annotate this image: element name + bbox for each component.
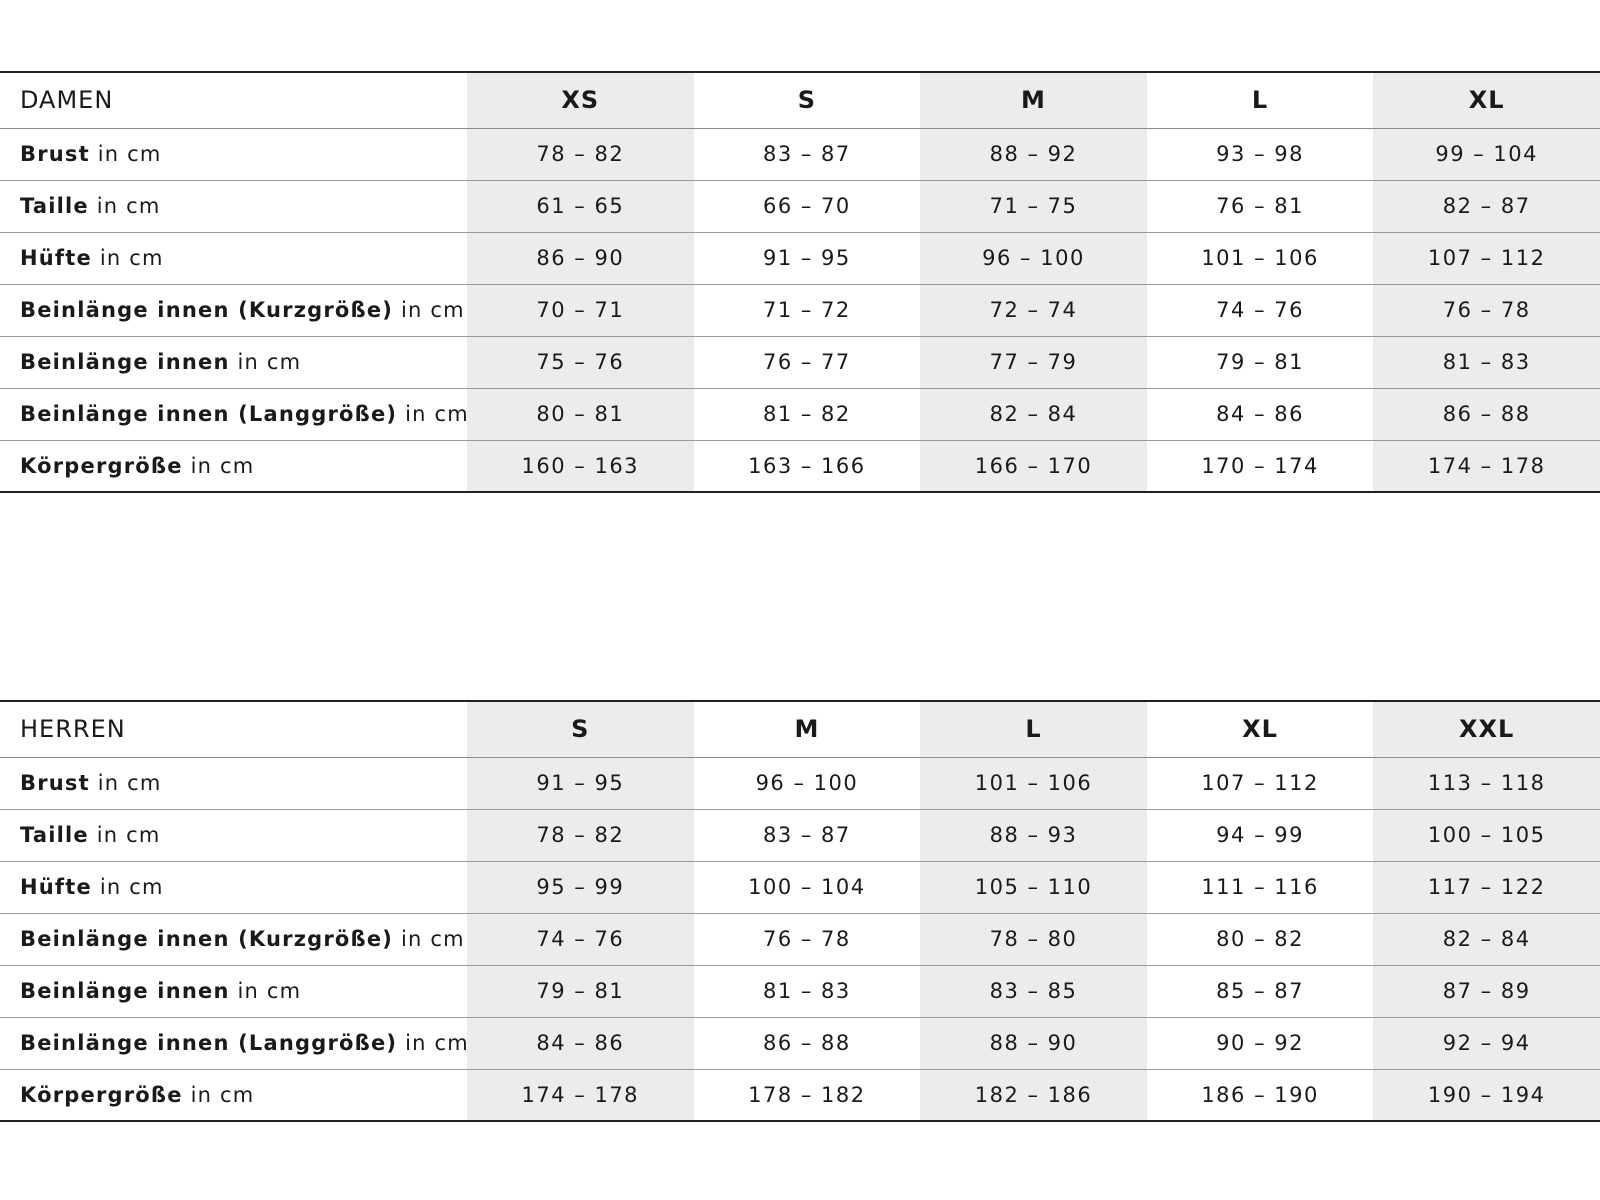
size-value: 96 – 100 (920, 232, 1147, 284)
table-row (0, 1017, 1600, 1069)
size-value: 95 – 99 (467, 861, 694, 913)
herren-size-table (0, 700, 1600, 1122)
measure-unit: in cm (99, 875, 164, 899)
size-value: 88 – 92 (989, 142, 1078, 166)
size-value: 101 – 106 (974, 771, 1093, 795)
size-value: 81 – 83 (1373, 336, 1600, 388)
size-value: 100 – 105 (1373, 809, 1600, 861)
damen-section-title: DAMEN (0, 72, 467, 128)
size-value: 82 – 84 (920, 388, 1147, 440)
table-row (0, 913, 1600, 965)
measure-name: Beinlänge innen (Langgröße) (20, 1031, 398, 1055)
size-value: 79 – 81 (1147, 336, 1374, 388)
measure-unit: in cm (190, 1082, 255, 1107)
size-value: 99 – 104 (1435, 142, 1539, 166)
table-row (0, 1069, 1600, 1121)
row-label (0, 180, 467, 232)
measure-name: Taille (20, 194, 89, 218)
size-value: 86 – 88 (1373, 388, 1600, 440)
herren-size-header: M (694, 701, 921, 757)
row-label (0, 757, 467, 809)
size-value: 82 – 84 (1373, 913, 1600, 965)
damen-size-table (0, 71, 1600, 493)
size-value: 78 – 80 (920, 913, 1147, 965)
size-value: 75 – 76 (467, 336, 694, 388)
damen-size-header: XS (467, 72, 694, 128)
measure-name: Beinlänge innen (Kurzgröße) (20, 927, 394, 951)
size-value: 81 – 83 (694, 965, 921, 1017)
table-row (0, 388, 1600, 440)
size-value: 72 – 74 (920, 284, 1147, 336)
row-label (0, 440, 467, 492)
size-value: 78 – 82 (536, 142, 625, 166)
size-value: 84 – 86 (467, 1017, 694, 1069)
size-value: 84 – 86 (1147, 388, 1374, 440)
measure-unit: in cm (401, 927, 465, 951)
measure-unit: in cm (99, 246, 164, 270)
measure-unit: in cm (405, 402, 469, 426)
table-row (0, 128, 1600, 180)
herren-section-title: HERREN (0, 701, 467, 757)
size-value: 76 – 78 (1373, 284, 1600, 336)
table-row (0, 757, 1600, 809)
size-value: 83 – 85 (920, 965, 1147, 1017)
row-label (0, 128, 467, 180)
size-value: 61 – 65 (467, 180, 694, 232)
table-row (0, 180, 1600, 232)
damen-size-header: XL (1373, 72, 1600, 128)
size-value: 101 – 106 (1147, 232, 1374, 284)
size-value: 113 – 118 (1427, 771, 1546, 795)
size-value: 85 – 87 (1147, 965, 1374, 1017)
row-label (0, 388, 467, 440)
size-value: 100 – 104 (694, 861, 921, 913)
row-label (0, 913, 467, 965)
row-label (0, 861, 467, 913)
size-value: 82 – 87 (1373, 180, 1600, 232)
size-value: 76 – 81 (1147, 180, 1374, 232)
size-value: 81 – 82 (694, 388, 921, 440)
herren-size-header: XXL (1373, 701, 1600, 757)
size-value: 107 – 112 (1373, 232, 1600, 284)
size-value: 96 – 100 (755, 771, 859, 795)
measure-unit: in cm (96, 194, 161, 218)
herren-header-row (0, 701, 1600, 757)
size-value: 88 – 90 (920, 1017, 1147, 1069)
size-value: 182 – 186 (920, 1069, 1147, 1121)
size-value: 87 – 89 (1373, 965, 1600, 1017)
measure-name: Hüfte (20, 246, 92, 270)
size-value: 170 – 174 (1147, 440, 1374, 492)
damen-size-header: M (920, 72, 1147, 128)
size-value: 111 – 116 (1147, 861, 1374, 913)
size-value: 74 – 76 (1147, 284, 1374, 336)
measure-name: Körpergröße (20, 453, 183, 478)
size-value: 190 – 194 (1373, 1069, 1600, 1121)
size-value: 78 – 82 (467, 809, 694, 861)
herren-size-header: XL (1147, 701, 1374, 757)
size-value: 83 – 87 (694, 809, 921, 861)
measure-name: Brust (20, 142, 90, 166)
size-value: 174 – 178 (1373, 440, 1600, 492)
measure-unit: in cm (237, 350, 302, 374)
size-value: 117 – 122 (1373, 861, 1600, 913)
size-value: 92 – 94 (1373, 1017, 1600, 1069)
herren-size-header: L (920, 701, 1147, 757)
measure-name: Beinlänge innen (Langgröße) (20, 402, 398, 426)
measure-unit: in cm (96, 823, 161, 847)
size-value: 70 – 71 (467, 284, 694, 336)
size-value: 90 – 92 (1147, 1017, 1374, 1069)
size-value: 91 – 95 (694, 232, 921, 284)
size-value: 88 – 93 (920, 809, 1147, 861)
row-label (0, 284, 467, 336)
measure-unit: in cm (97, 142, 162, 166)
table-row (0, 861, 1600, 913)
measure-name: Brust (20, 771, 90, 795)
size-value: 86 – 90 (467, 232, 694, 284)
herren-size-header: S (467, 701, 694, 757)
size-value: 105 – 110 (920, 861, 1147, 913)
size-value: 166 – 170 (920, 440, 1147, 492)
size-value: 71 – 72 (694, 284, 921, 336)
measure-name: Beinlänge innen (20, 979, 230, 1003)
measure-name: Taille (20, 823, 89, 847)
size-value: 178 – 182 (694, 1069, 921, 1121)
size-value: 74 – 76 (467, 913, 694, 965)
row-label (0, 965, 467, 1017)
row-label (0, 809, 467, 861)
table-row (0, 440, 1600, 492)
size-value: 66 – 70 (694, 180, 921, 232)
measure-unit: in cm (401, 298, 465, 322)
table-row (0, 232, 1600, 284)
measure-name: Körpergröße (20, 1082, 183, 1107)
measure-unit: in cm (405, 1031, 469, 1055)
size-value: 80 – 81 (467, 388, 694, 440)
size-value: 94 – 99 (1147, 809, 1374, 861)
size-value: 77 – 79 (920, 336, 1147, 388)
row-label (0, 232, 467, 284)
size-value: 83 – 87 (762, 142, 851, 166)
table-row (0, 965, 1600, 1017)
size-value: 93 – 98 (1216, 142, 1304, 166)
size-value: 107 – 112 (1201, 771, 1319, 795)
size-value: 91 – 95 (536, 771, 625, 795)
measure-name: Hüfte (20, 875, 92, 899)
size-value: 174 – 178 (467, 1069, 694, 1121)
size-value: 71 – 75 (920, 180, 1147, 232)
size-value: 160 – 163 (467, 440, 694, 492)
measure-unit: in cm (237, 979, 302, 1003)
table-row (0, 336, 1600, 388)
table-row (0, 284, 1600, 336)
damen-header-row (0, 72, 1600, 128)
damen-size-header: L (1147, 72, 1374, 128)
table-row (0, 809, 1600, 861)
measure-unit: in cm (190, 453, 255, 478)
row-label (0, 1069, 467, 1121)
measure-unit: in cm (97, 771, 162, 795)
size-value: 80 – 82 (1147, 913, 1374, 965)
row-label (0, 336, 467, 388)
size-value: 163 – 166 (694, 440, 921, 492)
size-value: 76 – 77 (694, 336, 921, 388)
size-value: 86 – 88 (694, 1017, 921, 1069)
measure-name: Beinlänge innen (20, 350, 230, 374)
row-label (0, 1017, 467, 1069)
size-value: 79 – 81 (467, 965, 694, 1017)
size-value: 76 – 78 (694, 913, 921, 965)
size-value: 186 – 190 (1147, 1069, 1374, 1121)
measure-name: Beinlänge innen (Kurzgröße) (20, 298, 394, 322)
damen-size-header: S (694, 72, 921, 128)
